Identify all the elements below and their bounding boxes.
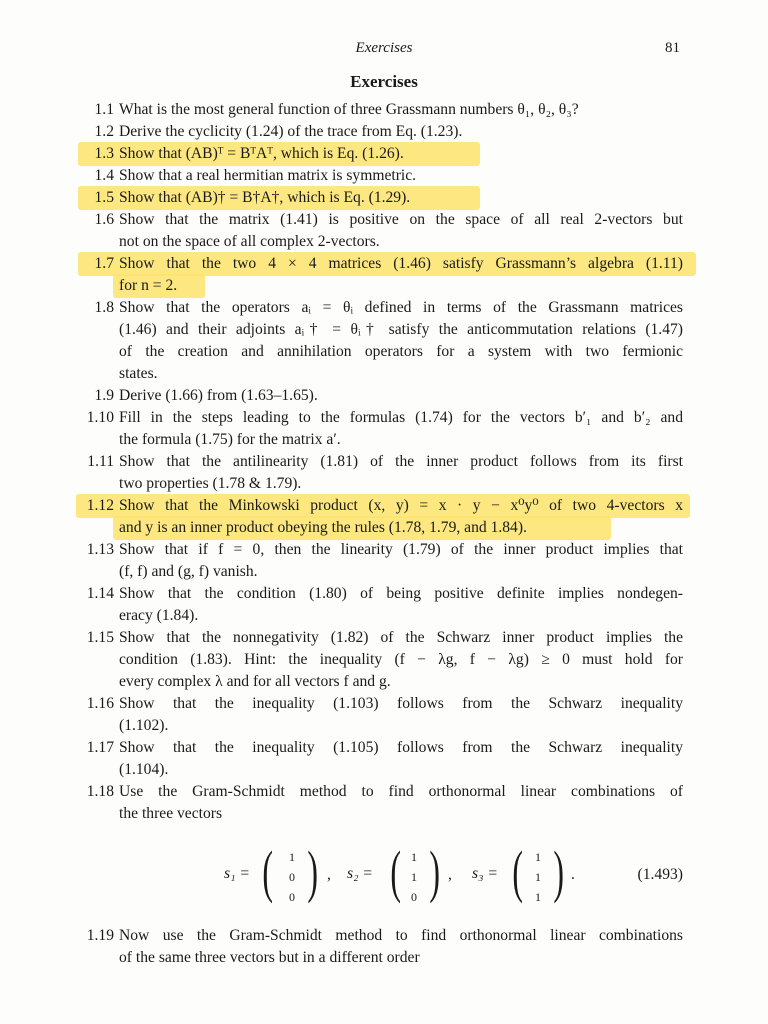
exercise-line: Derive (1.66) from (1.63–1.65). <box>119 387 318 404</box>
exercise-number: 1.1 <box>94 101 114 118</box>
exercise-line: the three vectors <box>119 805 223 822</box>
exercise-item <box>0 121 768 143</box>
exercise-line: not on the space of all complex 2-vectors. <box>119 233 380 250</box>
exercise-number: 1.19 <box>86 927 114 944</box>
exercise-item <box>0 385 768 407</box>
exercise-line: Fill in the steps leading to the formulas (1.74) for the vectors b′₁ and b′₂ and <box>119 409 683 426</box>
exercise-line: Derive the cyclicity (1.24) of the trace from Eq. (1.23). <box>119 123 463 140</box>
exercise-item <box>0 539 768 583</box>
exercise-item <box>0 737 768 781</box>
exercise-line: (1.102). <box>119 717 169 734</box>
right-paren: ) <box>553 839 564 904</box>
left-paren: ( <box>390 839 401 904</box>
separator: , <box>327 866 331 883</box>
exercise-line: What is the most general function of three Grassmann numbers θ₁, θ₂, θ₃? <box>119 101 579 118</box>
running-title: Exercises <box>355 40 413 56</box>
exercise-item <box>0 99 768 121</box>
exercise-line: Show that (AB)† = B†A†, which is Eq. (1.29). <box>119 189 411 206</box>
vector-s3-entries: 1 1 1 <box>535 850 541 904</box>
exercise-number: 1.16 <box>86 695 114 712</box>
exercise-number: 1.4 <box>94 167 114 184</box>
vector-s3-label: s₃ = <box>472 865 498 882</box>
exercise-number: 1.17 <box>86 739 114 756</box>
right-paren: ) <box>307 839 318 904</box>
exercise-text <box>119 451 683 495</box>
exercise-line: condition (1.83). Hint: the inequality (f − λg, f − λg) ≥ 0 must hold for <box>119 651 683 668</box>
exercise-item <box>0 693 768 737</box>
exercise-number: 1.2 <box>94 123 114 140</box>
exercise-number: 1.7 <box>94 255 114 272</box>
exercise-number: 1.13 <box>86 541 114 558</box>
exercise-text <box>119 253 683 297</box>
exercise-number: 1.9 <box>94 387 114 404</box>
right-paren: ) <box>429 839 440 904</box>
exercise-text <box>119 539 683 583</box>
exercise-text <box>119 143 683 165</box>
exercise-number: 1.11 <box>87 453 114 470</box>
exercise-item <box>0 253 768 297</box>
exercise-text <box>119 737 683 781</box>
exercise-line: (1.104). <box>119 761 169 778</box>
vector-s1-label: s₁ = <box>224 865 250 882</box>
exercise-item <box>0 165 768 187</box>
exercise-number: 1.10 <box>86 409 114 426</box>
exercise-text <box>119 627 683 693</box>
exercise-line: eracy (1.84). <box>119 607 199 624</box>
exercise-line: Show that the inequality (1.103) follows from the Schwarz inequality <box>119 695 683 712</box>
exercise-line: Show that a real hermitian matrix is symmetric. <box>119 167 417 184</box>
separator: . <box>571 866 575 883</box>
exercise-text <box>119 297 683 385</box>
exercise-line: Use the Gram-Schmidt method to find orthonormal linear combinations of <box>119 783 683 800</box>
exercise-number: 1.3 <box>94 145 114 162</box>
exercise-line: of the same three vectors but in a different order <box>119 949 420 966</box>
exercise-number: 1.5 <box>94 189 114 206</box>
exercise-text <box>119 121 683 143</box>
exercise-line: Show that the operators aᵢ = θᵢ defined in terms of the Grassmann matrices <box>119 299 683 316</box>
exercise-text <box>119 99 683 121</box>
exercise-text <box>119 925 683 969</box>
exercise-text <box>119 693 683 737</box>
exercise-item <box>0 143 768 165</box>
exercise-line: states. <box>119 365 158 382</box>
exercise-number: 1.8 <box>94 299 114 316</box>
left-paren: ( <box>262 839 273 904</box>
exercise-number: 1.14 <box>86 585 114 602</box>
exercise-line: Show that if f = 0, then the linearity (1.79) of the inner product implies that <box>119 541 683 558</box>
exercise-text <box>119 495 683 539</box>
exercise-item <box>0 495 768 539</box>
exercise-line: Show that the antilinearity (1.81) of the inner product follows from its first <box>119 453 683 470</box>
exercise-item <box>0 209 768 253</box>
separator: , <box>448 866 452 883</box>
exercise-number: 1.6 <box>94 211 114 228</box>
exercise-line: of the creation and annihilation operators for a system with two fermionic <box>119 343 683 360</box>
exercise-line: Show that (AB)ᵀ = BᵀAᵀ, which is Eq. (1.26). <box>119 145 404 162</box>
exercise-text <box>119 385 683 407</box>
vector-s1-entries: 1 0 0 <box>289 850 295 904</box>
exercise-number: 1.15 <box>86 629 114 646</box>
exercise-item <box>0 627 768 693</box>
section-title: Exercises <box>350 72 418 91</box>
exercise-line: Show that the two 4 × 4 matrices (1.46) satisfy Grassmann’s algebra (1.11) <box>119 255 683 272</box>
exercise-text <box>119 583 683 627</box>
exercise-line: and y is an inner product obeying the rules (1.78, 1.79, and 1.84). <box>119 519 527 536</box>
exercise-number: 1.12 <box>86 497 114 514</box>
exercise-item <box>0 451 768 495</box>
exercise-text <box>119 209 683 253</box>
exercise-line: two properties (1.78 & 1.79). <box>119 475 302 492</box>
left-paren: ( <box>512 839 523 904</box>
exercise-item <box>0 781 768 825</box>
exercise-line: Show that the inequality (1.105) follows from the Schwarz inequality <box>119 739 683 756</box>
vector-s2-label: s₂ = <box>347 865 373 882</box>
exercise-line: Show that the nonnegativity (1.82) of the Schwarz inner product implies the <box>119 629 683 646</box>
exercise-text <box>119 187 683 209</box>
exercise-line: Now use the Gram-Schmidt method to find orthonormal linear combinations <box>119 927 683 944</box>
exercise-item <box>0 187 768 209</box>
exercise-item <box>0 583 768 627</box>
exercise-text <box>119 407 683 451</box>
exercise-number: 1.18 <box>86 783 114 800</box>
exercise-item <box>0 407 768 451</box>
exercise-line: Show that the Minkowski product (x, y) = x · y − x⁰y⁰ of two 4-vectors x <box>119 497 683 514</box>
exercise-line: every complex λ and for all vectors f and g. <box>119 673 391 690</box>
exercise-line: the formula (1.75) for the matrix a′. <box>119 431 341 448</box>
exercise-line: Show that the matrix (1.41) is positive on the space of all real 2-vectors but <box>119 211 683 228</box>
exercise-item <box>0 925 768 969</box>
exercise-line: (f, f) and (g, f) vanish. <box>119 563 258 580</box>
display-equation <box>0 838 768 910</box>
exercise-line: Show that the condition (1.80) of being positive definite implies nondegen- <box>119 585 683 602</box>
exercise-text <box>119 781 683 825</box>
exercise-line: for n = 2. <box>119 277 178 294</box>
exercise-item <box>0 297 768 385</box>
vector-s2-entries: 1 1 0 <box>411 850 417 904</box>
exercise-line: (1.46) and their adjoints aᵢ† = θᵢ† satisfy the anticommutation relations (1.47) <box>119 321 683 338</box>
exercise-text <box>119 165 683 187</box>
page-number: 81 <box>665 40 680 56</box>
equation-number: (1.493) <box>637 866 683 883</box>
